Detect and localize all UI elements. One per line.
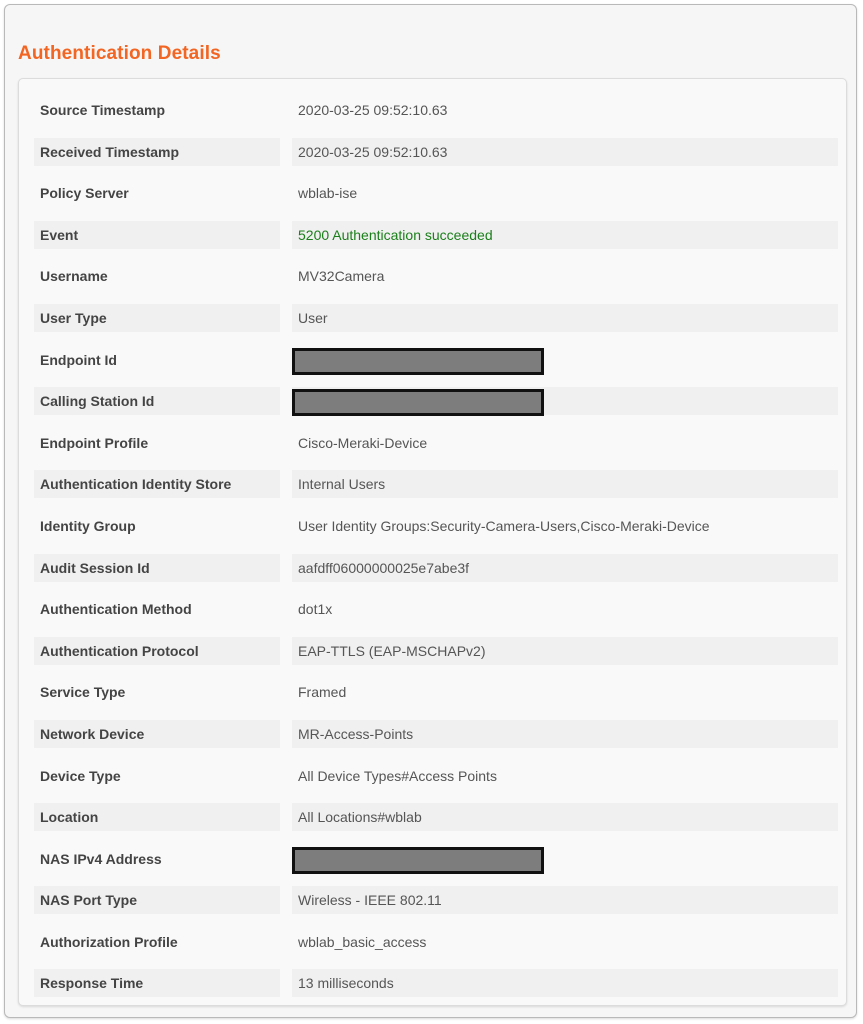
detail-label: Network Device <box>34 720 280 748</box>
detail-value-redacted <box>292 387 838 415</box>
detail-label: Audit Session Id <box>34 554 280 582</box>
detail-label: Event <box>34 221 280 249</box>
page-title: Authentication Details <box>18 43 221 64</box>
detail-value: aafdff06000000025e7abe3f <box>292 554 838 582</box>
detail-value: 13 milliseconds <box>292 969 838 997</box>
detail-value: dot1x <box>298 601 333 618</box>
detail-row <box>34 756 836 798</box>
detail-row <box>34 132 836 174</box>
detail-row <box>34 506 836 548</box>
detail-label: Username <box>40 268 108 285</box>
detail-value: All Locations#wblab <box>292 803 838 831</box>
detail-row <box>34 256 836 298</box>
detail-row <box>34 672 836 714</box>
detail-value: Framed <box>298 684 347 701</box>
detail-value: wblab_basic_access <box>298 933 427 950</box>
detail-label: NAS Port Type <box>34 886 280 914</box>
detail-label: Location <box>34 803 280 831</box>
detail-value: Wireless - IEEE 802.11 <box>292 886 838 914</box>
detail-row <box>34 215 836 257</box>
detail-value-redacted <box>292 845 838 873</box>
detail-label: Policy Server <box>40 185 129 202</box>
detail-label: NAS IPv4 Address <box>40 850 162 867</box>
detail-value: All Device Types#Access Points <box>298 767 497 784</box>
details-panel <box>18 78 847 1006</box>
detail-label: User Type <box>34 304 280 332</box>
details-window <box>4 4 857 1018</box>
detail-value: Internal Users <box>292 470 838 498</box>
detail-label: Received Timestamp <box>34 138 280 166</box>
redaction-box <box>292 847 544 874</box>
detail-row <box>34 714 836 756</box>
detail-row <box>34 464 836 506</box>
detail-row <box>34 922 836 964</box>
detail-row <box>34 340 836 382</box>
detail-value: 2020-03-25 09:52:10.63 <box>298 102 448 118</box>
detail-value: 2020-03-25 09:52:10.63 <box>292 138 838 166</box>
detail-label: Service Type <box>40 684 126 701</box>
detail-value: 5200 Authentication succeeded <box>292 221 838 249</box>
detail-label: Authorization Profile <box>40 933 178 950</box>
detail-value: MV32Camera <box>298 268 385 285</box>
detail-value: MR-Access-Points <box>292 720 838 748</box>
detail-row <box>34 381 836 423</box>
detail-label: Device Type <box>40 767 121 784</box>
detail-label: Endpoint Id <box>40 351 117 368</box>
detail-label: Endpoint Profile <box>40 434 149 451</box>
detail-value: User Identity Groups:Security-Camera-Users,Cisco-Meraki-Device <box>298 517 710 534</box>
detail-row <box>34 423 836 465</box>
detail-label: Identity Group <box>40 517 136 534</box>
detail-value-redacted <box>292 346 838 374</box>
detail-value: Cisco-Meraki-Device <box>298 434 428 451</box>
detail-row <box>34 880 836 922</box>
details-table <box>34 90 836 1005</box>
detail-row <box>34 631 836 673</box>
detail-label: Calling Station Id <box>34 387 280 415</box>
detail-value: EAP-TTLS (EAP-MSCHAPv2) <box>292 637 838 665</box>
detail-value: User <box>292 304 838 332</box>
detail-label: Authentication Protocol <box>34 637 280 665</box>
detail-value: wblab-ise <box>298 185 358 202</box>
detail-row <box>34 90 836 132</box>
detail-row <box>34 839 836 881</box>
detail-row <box>34 589 836 631</box>
redaction-box <box>292 348 544 375</box>
detail-label: Authentication Method <box>40 601 192 618</box>
detail-label: Response Time <box>34 969 280 997</box>
detail-row <box>34 298 836 340</box>
detail-row <box>34 548 836 590</box>
redaction-box <box>292 389 544 416</box>
detail-label: Authentication Identity Store <box>34 470 280 498</box>
detail-row <box>34 963 836 1005</box>
detail-row <box>34 797 836 839</box>
detail-label: Source Timestamp <box>40 102 166 118</box>
detail-row <box>34 173 836 215</box>
